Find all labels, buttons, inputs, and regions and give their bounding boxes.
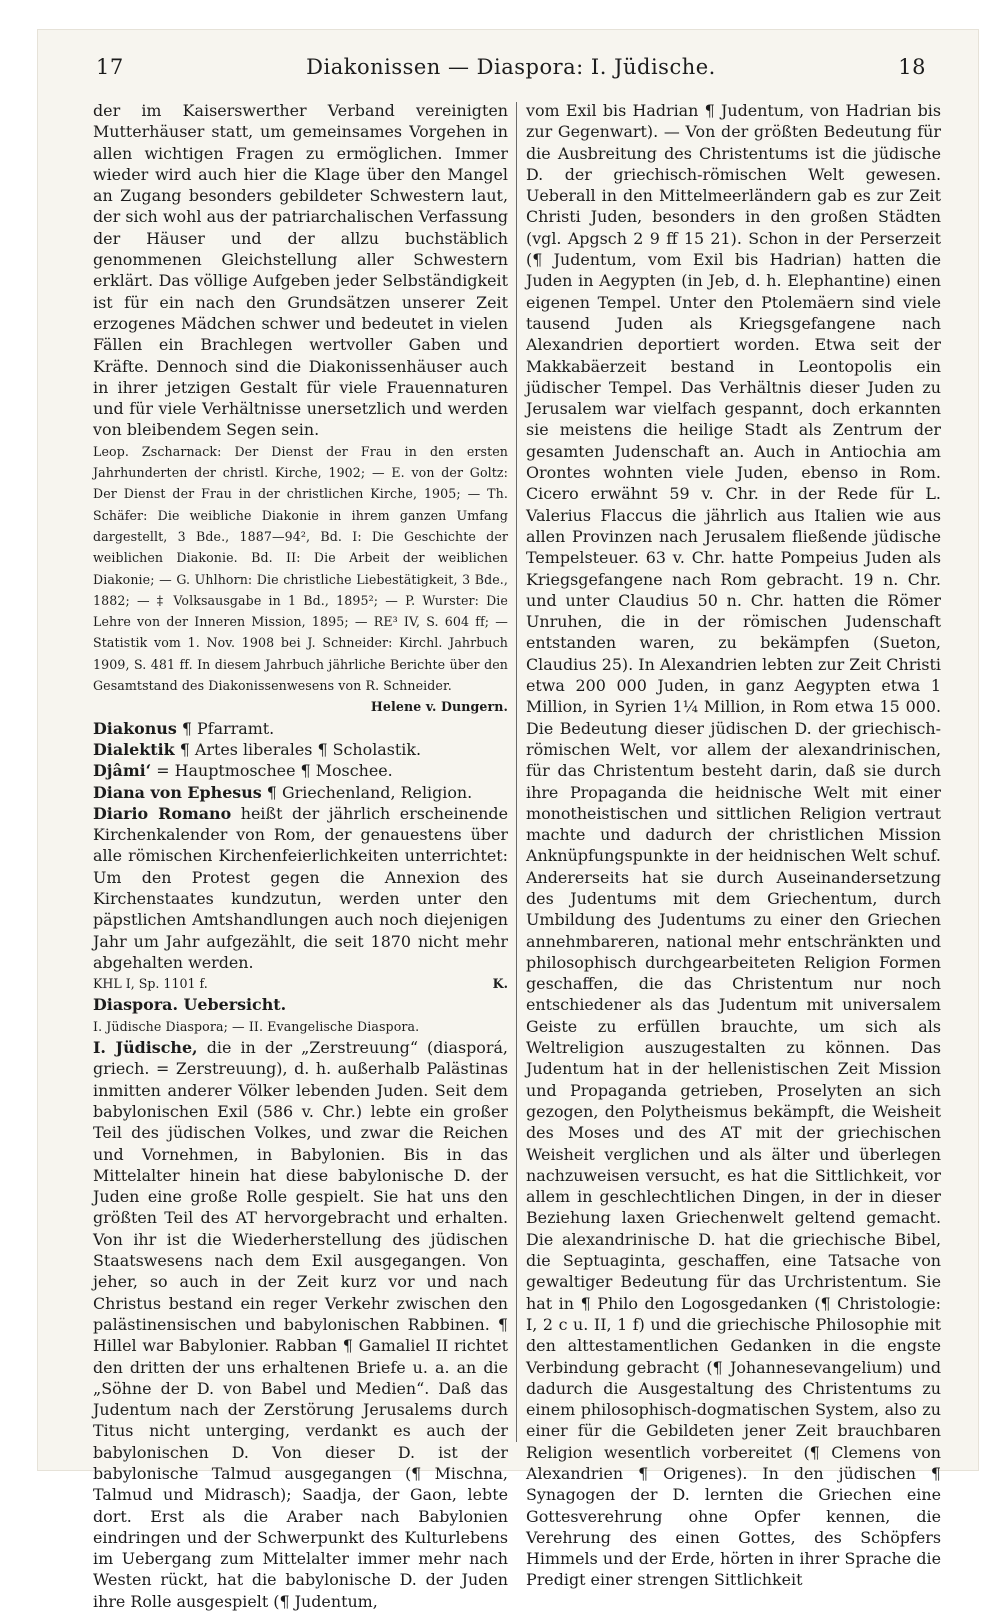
literature-references: Leop. Zscharnack: Der Dienst der Frau in den ersten Jahrhunderten der christl. Kirche, 1902; — E. von der Goltz: Der Dienst der Frau in der christlichen Kirche, 1905; — Th. Schäfer: Die weibliche Diakonie in ihrem ganzen Umfang dargestellt, 3 Bde., 1887—94², Bd. I: Die Geschichte der weiblichen Diakonie. Bd. II: Die Arbeit der weiblichen Diakonie; — G. Uhlhorn: Die christliche Liebestätigkeit, 3 Bde., 1882; — ‡ Volksausgabe in 1 Bd., 1895²; — P. Wurster: Die Lehre von der Inneren Mission, 1895; — RE³ IV, S. 604 ff; — Statistik vom 1. Nov. 1908 bei J. Schneider: Kirchl. Jahrbuch 1909, S. 481 ff. In diesem Jahrbuch jährliche Berichte über den Gesamtstand des Diakonissenwesens von R. Schneider. [93,443,508,694]
diario-citation [93,973,508,994]
right-column [526,100,941,1590]
entry-djami [93,760,508,781]
entry-diaspora-overview: Diaspora. Uebersicht. [93,995,287,1015]
entry-headword: Dialektik [93,739,175,759]
entry-diario-romano [93,803,508,973]
entry-text: = Hauptmoschee ¶ Moschee. [151,761,393,781]
entry-text: ¶ Griechenland, Religion. [261,782,473,802]
column-divider [516,102,517,1442]
entry-dialektik [93,739,508,760]
entry-headword: Diakonus [93,718,177,738]
diaspora-subdivisions: I. Jüdische Diaspora; — II. Evangelische Diaspora. [93,1018,420,1034]
entry-headword: Djâmi‘ [93,761,152,781]
citation-text: KHL I, Sp. 1101 f. [93,976,208,992]
page-number-right: 18 [898,55,926,79]
entry-diana-von-ephesus [93,782,508,803]
entry-text: die in der „Zerstreuung“ (diasporá, griech. = Zerstreuung), d. h. außerhalb Palästinas inmitten anderer Völker lebenden Juden. Seit dem babylonischen Exil (586 v. Chr.) lebte ein großer Teil des jüdischen Volkes, und zwar die Reichen und Vornehmen, in Babylonien. Bis in das Mittelalter hinein hat diese babylonische D. der Juden eine große Rolle gespielt. Sie hat uns den größten Teil des AT hervorgebracht und erhalten. Von ihr ist die Wiederherstellung des jüdischen Staatswesens nach dem Exil ausgegangen. Von jeher, so auch in der Zeit kurz vor und nach Christus bestand ein reger Verkehr zwischen den palästinensischen und babylonischen Rabbinen. ¶ Hillel war Babylonier. Rabban ¶ Gamaliel II richtet den dritten der uns erhaltenen Briefe u. a. an die „Söhne der D. von Babel und Medien“. Daß das Judentum nach der Zerstörung Jerusalems durch Titus nicht unterging, verdankt es auch der babylonischen D. Von dieser D. ist der babylonische Talmud ausgegangen (¶ Mischna, Talmud und Midrasch); Saadja, der Gaon, lebte dort. Erst als die Araber nach Babylonien eindringen und der Schwerpunkt des Kulturlebens im Uebergang zum Mittelalter immer mehr nach Westen rückt, hat die babylonische D. der Juden ihre Rolle ausgespielt (¶ Judentum, [93,1038,508,1611]
page [38,30,978,1611]
entry-headword: I. Jüdische, [93,1038,198,1058]
entry-headword: Diario Romano [93,803,232,823]
page-number-left: 17 [96,55,124,79]
diakonissen-paragraph: der im Kaiserswerther Verband vereinigten Mutterhäuser statt, um gemeinsames Vorgehen in allen wichtigen Fragen zu ermöglichen. Immer wieder wird auch hier die Klage über den Mangel an Zugang besonders gebildeter Schwestern laut, der sich wohl aus der patriarchalischen Verfassung der Häuser und der allzu buchstäblich genommenen Gleichstellung aller Schwestern erklärt. Das völlige Aufgeben jeder Selbständigkeit ist für ein nach den Grundsätzen unserer Zeit erzogenes Mädchen schwer und bedeutet in vielen Fällen ein Brachlegen wertvoller Gaben und Kräfte. Dennoch sind die Diakonissenhäuser auch in ihrer jetzigen Gestalt für viele Frauennaturen und für viele Verhältnisse unersetzlich und werden von bleibendem Segen sein. [93,101,508,440]
entry-diaspora-juedische [93,1037,508,1612]
author-signature: Helene v. Dungern. [370,699,508,715]
author-signature: K. [492,976,508,992]
entry-text: ¶ Artes liberales ¶ Scholastik. [174,739,422,759]
entry-text: ¶ Pfarramt. [176,718,275,738]
entry-text: heißt der jährlich erscheinende Kirchenkalender von Rom, der genauestens über alle römischen Kirchenfeierlichkeiten unterrichtet: Um den Protest gegen die Annexion des Kirchenstaates kundzutun, werden unter den päpstlichen Amtshandlungen auch noch diejenigen Jahr um Jahr aufgezählt, die seit 1870 nicht mehr abgehalten werden. [93,803,508,972]
entry-diakonus [93,718,508,739]
diaspora-continuation: vom Exil bis Hadrian ¶ Judentum, von Hadrian bis zur Gegenwart). — Von der größten Bedeutung für die Ausbreitung des Christentums ist die jüdische D. der griechisch-römischen Welt gewesen. Ueberall in den Mittelmeerländern gab es zur Zeit Christi Juden, besonders in den großen Städten (vgl. Apgsch 2 9 ff 15 21). Schon in der Perserzeit (¶ Judentum, vom Exil bis Hadrian) hatten die Juden in Aegypten (in Jeb, d. h. Elephantine) einen eigenen Tempel. Unter den Ptolemäern sind viele tausend Juden als Kriegsgefangene nach Alexandrien deportiert worden. Etwa seit der Makkabäerzeit bestand in Leontopolis ein jüdischer Tempel. Das Verhältnis dieser Juden zu Jerusalem war vielfach gespannt, doch erkannten sie meistens die heilige Stadt als Zentrum der gesamten Judenschaft an. Auch in Antiochia am Orontes wohnten viele Juden, ebenso in Rom. Cicero erwähnt 59 v. Chr. in der Rede für L. Valerius Flaccus die jährlich aus Italien wie aus allen Provinzen nach Jerusalem fließende jüdische Tempelsteuer. 63 v. Chr. hatte Pompeius Juden als Kriegsgefangene nach Rom gebracht. 19 n. Chr. und unter Claudius 50 n. Chr. hatten die Römer Unruhen, die in der römischen Judenschaft entstanden waren, zu bekämpfen (Sueton, Claudius 25). In Alexandrien lebten zur Zeit Christi etwa 200 000 Juden, in ganz Aegypten etwa 1 Million, in Syrien 1¼ Million, in Rom etwa 15 000. Die Bedeutung dieser jüdischen D. der griechisch-römischen Welt, vor allem der alexandrinischen, für das Christentum besteht darin, daß sie durch ihre Propaganda die heidnische Welt mit einer monotheistischen und sittlichen Religion vertraut machte und dadurch der christlichen Mission Anknüpfungspunkte in der heidnischen Welt schuf. Andererseits hat sie durch Auseinandersetzung des Judentums mit dem Griechentum, durch Umbildung des Judentums zu einer den Griechen annehmbareren, national mehr entschränkten und philosophisch durchgearbeiteten Religion Formen geschaffen, die das Christentum nur noch entschiedener als das Judentum mit universalem Geiste zu erfüllen brauchte, um sich als Weltreligion auszugestalten zu können. Das Judentum hat in der hellenistischen Zeit Mission und Propaganda getrieben, Proselyten an sich gezogen, den Polytheismus bekämpft, die Weisheit des Moses und des AT mit der griechischen Weisheit verglichen und als älter und überlegen nachzuweisen versucht, es hat die Sittlichkeit, vor allem in geschlechtlichen Dingen, in der in dieser Beziehung laxen Griechenwelt geltend gemacht. Die alexandrinische D. hat die griechische Bibel, die Septuaginta, geschaffen, eine Tatsache von gewaltiger Bedeutung für das Urchristentum. Sie hat in ¶ Philo den Logosgedanken (¶ Christologie: I, 2 c u. II, 1 f) und die griechische Philosophie mit den alttestamentlichen Gedanken in die engste Verbindung gebracht (¶ Johannesevangelium) und dadurch die Ausgestaltung des Christentums zu einem philosophisch-dogmatischen System, also zu einer für die Gebildeten jener Zeit brauchbaren Religion wesentlich vorbereitet (¶ Clemens von Alexandrien ¶ Origenes). In den jüdischen ¶ Synagogen der D. lernten die Griechen eine Gottesverehrung ohne Opfer kennen, die Verehrung des einen Gottes, des Schöpfers Himmels und der Erde, hörten in ihrer Sprache die Predigt einer strengen Sittlichkeit [526,101,941,1590]
entry-headword: Diana von Ephesus [93,782,262,802]
running-title: Diakonissen — Diaspora: I. Jüdische. [306,55,716,79]
page-header [96,55,926,95]
left-column [93,100,508,1611]
